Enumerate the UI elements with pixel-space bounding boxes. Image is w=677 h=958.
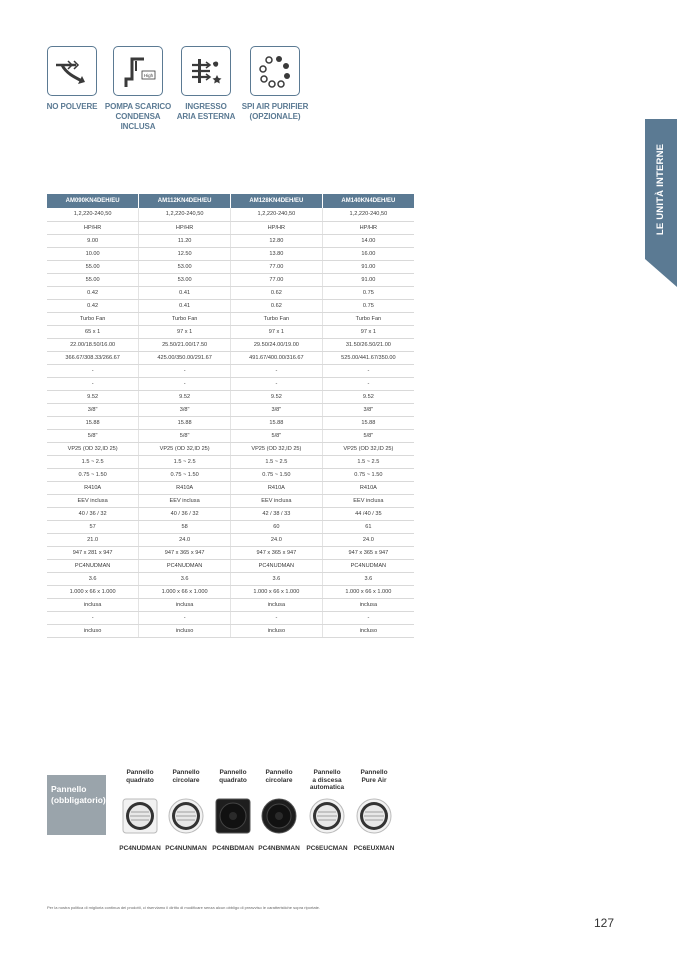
column-header: AM140KN4DEH/EU bbox=[322, 194, 414, 208]
table-cell: 77.00 bbox=[231, 273, 323, 286]
feature-label: SPI AIR PURIFIER (OPZIONALE) bbox=[241, 102, 309, 121]
table-row bbox=[47, 338, 414, 351]
table-cell: 0.62 bbox=[231, 286, 323, 299]
table-cell: 77.00 bbox=[231, 260, 323, 273]
table-cell: VP25 (OD 32,ID 25) bbox=[231, 442, 323, 455]
table-cell: 947 x 281 x 947 bbox=[47, 546, 139, 559]
table-cell: 491.67/400.00/316.67 bbox=[231, 351, 323, 364]
panel-header bbox=[210, 769, 256, 793]
table-cell: HP/HR bbox=[231, 221, 323, 234]
table-cell: 44 /40 / 35 bbox=[322, 507, 414, 520]
table-cell: 3.6 bbox=[231, 572, 323, 585]
table-cell: 97 x 1 bbox=[139, 325, 231, 338]
table-cell: 947 x 365 x 947 bbox=[231, 546, 323, 559]
table-row bbox=[47, 559, 414, 572]
table-cell: 1.5 ~ 2.5 bbox=[322, 455, 414, 468]
table-cell: 947 x 365 x 947 bbox=[322, 546, 414, 559]
table-cell: 9.52 bbox=[322, 390, 414, 403]
table-cell: EEV inclusa bbox=[47, 494, 139, 507]
table-cell: inclusa bbox=[322, 598, 414, 611]
table-cell: Turbo Fan bbox=[139, 312, 231, 325]
table-cell: 15.88 bbox=[231, 416, 323, 429]
table-cell: 5/8" bbox=[139, 429, 231, 442]
table-cell: VP25 (OD 32,ID 25) bbox=[47, 442, 139, 455]
table-cell: 3/8" bbox=[139, 403, 231, 416]
panel-square-white-image bbox=[121, 797, 158, 834]
table-cell: 0.41 bbox=[139, 286, 231, 299]
table-cell: 29.50/24.00/19.00 bbox=[231, 338, 323, 351]
table-cell: 1,2,220-240,50 bbox=[231, 208, 323, 221]
table-cell: 53.00 bbox=[139, 260, 231, 273]
table-cell: inclusa bbox=[47, 598, 139, 611]
table-cell: - bbox=[139, 364, 231, 377]
table-row bbox=[47, 325, 414, 338]
table-cell: 9.52 bbox=[139, 390, 231, 403]
side-tab-label: LE UNITÀ INTERNE bbox=[655, 143, 667, 235]
table-body bbox=[47, 208, 414, 637]
table-cell: incluso bbox=[47, 624, 139, 637]
panel-code: PC4NBNMAN bbox=[258, 845, 300, 852]
table-cell: incluso bbox=[231, 624, 323, 637]
table-cell: - bbox=[47, 611, 139, 624]
table-cell: 57 bbox=[47, 520, 139, 533]
table-cell: - bbox=[322, 377, 414, 390]
column-header: AM128KN4DEH/EU bbox=[231, 194, 323, 208]
side-tab-tip bbox=[645, 259, 677, 287]
table-row bbox=[47, 585, 414, 598]
table-cell: 1.000 x 66 x 1.000 bbox=[47, 585, 139, 598]
table-cell: 40 / 36 / 32 bbox=[47, 507, 139, 520]
table-cell: 1.5 ~ 2.5 bbox=[47, 455, 139, 468]
table-cell: - bbox=[322, 611, 414, 624]
table-cell: 947 x 365 x 947 bbox=[139, 546, 231, 559]
table-row bbox=[47, 481, 414, 494]
feature-label: NO POLVERE bbox=[46, 102, 98, 111]
feature-no-dust bbox=[37, 46, 107, 112]
table-cell: - bbox=[139, 611, 231, 624]
feature-label: POMPA SCARICO CONDENSA INCLUSA bbox=[104, 102, 172, 131]
table-cell: 9.52 bbox=[47, 390, 139, 403]
table-row bbox=[47, 429, 414, 442]
panel-auto-lift-image bbox=[308, 797, 345, 834]
table-row bbox=[47, 390, 414, 403]
table-cell: 13.80 bbox=[231, 247, 323, 260]
table-cell: 425.00/350.00/291.67 bbox=[139, 351, 231, 364]
table-cell: PC4NUDMAN bbox=[139, 559, 231, 572]
feature-icons bbox=[47, 46, 317, 136]
table-cell: PC4NUDMAN bbox=[47, 559, 139, 572]
table-cell: 3.6 bbox=[322, 572, 414, 585]
table-cell: R410A bbox=[47, 481, 139, 494]
table-cell: 3/8" bbox=[322, 403, 414, 416]
page-number: 127 bbox=[594, 916, 615, 930]
table-cell: 366.67/308.33/266.67 bbox=[47, 351, 139, 364]
table-cell: R410A bbox=[139, 481, 231, 494]
table-row bbox=[47, 533, 414, 546]
table-cell: 12.50 bbox=[139, 247, 231, 260]
table-row bbox=[47, 234, 414, 247]
panel-header bbox=[304, 769, 350, 793]
table-cell: 1.000 x 66 x 1.000 bbox=[139, 585, 231, 598]
table-cell: 1.000 x 66 x 1.000 bbox=[231, 585, 323, 598]
no-dust-icon bbox=[47, 46, 97, 96]
table-cell: 0.75 ~ 1.50 bbox=[231, 468, 323, 481]
table-row bbox=[47, 247, 414, 260]
panel-code: PC4NUDMAN bbox=[119, 845, 161, 852]
table-row bbox=[47, 286, 414, 299]
panel-name: Pannello quadrato bbox=[219, 769, 247, 784]
feature-spi-purifier bbox=[240, 46, 310, 122]
table-row bbox=[47, 455, 414, 468]
table-cell: 15.88 bbox=[322, 416, 414, 429]
table-cell: 9.00 bbox=[47, 234, 139, 247]
table-row bbox=[47, 273, 414, 286]
table-cell: 53.00 bbox=[139, 273, 231, 286]
table-cell: - bbox=[47, 364, 139, 377]
panel-name: Pannello quadrato bbox=[126, 769, 154, 784]
table-cell: 14.00 bbox=[322, 234, 414, 247]
table-cell: 16.00 bbox=[322, 247, 414, 260]
table-cell: 1,2,220-240,50 bbox=[322, 208, 414, 221]
table-cell: incluso bbox=[322, 624, 414, 637]
table-cell: 5/8" bbox=[231, 429, 323, 442]
panel-required-label: Pannello (obbligatorio) bbox=[47, 775, 106, 835]
table-cell: PC4NUDMAN bbox=[322, 559, 414, 572]
table-cell: 12.80 bbox=[231, 234, 323, 247]
table-cell: 1.000 x 66 x 1.000 bbox=[322, 585, 414, 598]
table-cell: inclusa bbox=[231, 598, 323, 611]
panel-round-black-image bbox=[260, 797, 297, 834]
table-cell: 60 bbox=[231, 520, 323, 533]
table-cell: 97 x 1 bbox=[322, 325, 414, 338]
panel-name: Pannello circolare bbox=[172, 769, 200, 784]
table-cell: - bbox=[139, 377, 231, 390]
table-cell: - bbox=[322, 364, 414, 377]
table-header-row bbox=[47, 194, 414, 208]
table-cell: Turbo Fan bbox=[47, 312, 139, 325]
table-cell: 31.50/26.50/21.00 bbox=[322, 338, 414, 351]
table-cell: 1,2,220-240,50 bbox=[47, 208, 139, 221]
table-row bbox=[47, 546, 414, 559]
table-cell: 5/8" bbox=[47, 429, 139, 442]
table-cell: 61 bbox=[322, 520, 414, 533]
panel-header bbox=[163, 769, 209, 793]
table-cell: - bbox=[231, 611, 323, 624]
table-cell: 0.75 ~ 1.50 bbox=[139, 468, 231, 481]
table-cell: 21.0 bbox=[47, 533, 139, 546]
table-cell: PC4NUDMAN bbox=[231, 559, 323, 572]
table-cell: EEV inclusa bbox=[139, 494, 231, 507]
table-cell: 3/8" bbox=[231, 403, 323, 416]
spec-table bbox=[47, 194, 414, 638]
table-cell: 25.50/21.00/17.50 bbox=[139, 338, 231, 351]
panel-code: PC4NUNMAN bbox=[165, 845, 207, 852]
panel-header bbox=[117, 769, 163, 793]
panel-round-white-image bbox=[167, 797, 204, 834]
table-cell: 0.75 ~ 1.50 bbox=[322, 468, 414, 481]
table-cell: inclusa bbox=[139, 598, 231, 611]
panel-code: PC6EUXMAN bbox=[353, 845, 395, 852]
panel-name: Pannello a discesa automatica bbox=[309, 769, 345, 791]
table-cell: 1.5 ~ 2.5 bbox=[231, 455, 323, 468]
table-cell: 40 / 36 / 32 bbox=[139, 507, 231, 520]
table-cell: 91.00 bbox=[322, 273, 414, 286]
table-row bbox=[47, 572, 414, 585]
table-cell: 58 bbox=[139, 520, 231, 533]
table-row bbox=[47, 468, 414, 481]
table-cell: HP/HR bbox=[47, 221, 139, 234]
table-row bbox=[47, 260, 414, 273]
table-cell: 91.00 bbox=[322, 260, 414, 273]
table-cell: VP25 (OD 32,ID 25) bbox=[322, 442, 414, 455]
table-cell: 24.0 bbox=[139, 533, 231, 546]
panel-name: Pannello Pure Air bbox=[360, 769, 388, 784]
footnote: Per la nostra politica di miglioria continua dei prodotti, ci riserviamo il diritto di modificare senza alcun obbligo di preavviso le caratteristiche sopra riportate. bbox=[47, 905, 321, 910]
table-row bbox=[47, 403, 414, 416]
table-row bbox=[47, 611, 414, 624]
table-cell: 3.6 bbox=[47, 572, 139, 585]
table-cell: Turbo Fan bbox=[231, 312, 323, 325]
table-cell: R410A bbox=[231, 481, 323, 494]
table-row bbox=[47, 598, 414, 611]
table-cell: 0.75 bbox=[322, 286, 414, 299]
table-cell: 5/8" bbox=[322, 429, 414, 442]
section-side-tab bbox=[645, 119, 677, 259]
table-cell: EEV inclusa bbox=[322, 494, 414, 507]
table-cell: 9.52 bbox=[231, 390, 323, 403]
table-cell: 42 / 38 / 33 bbox=[231, 507, 323, 520]
table-cell: - bbox=[231, 364, 323, 377]
table-row bbox=[47, 351, 414, 364]
panel-header bbox=[351, 769, 397, 793]
panel-code: PC4NBDMAN bbox=[212, 845, 254, 852]
table-cell: 15.88 bbox=[139, 416, 231, 429]
table-row bbox=[47, 299, 414, 312]
table-cell: 15.88 bbox=[47, 416, 139, 429]
table-cell: 0.42 bbox=[47, 299, 139, 312]
feature-label: INGRESSO ARIA ESTERNA bbox=[176, 102, 236, 121]
table-cell: 0.62 bbox=[231, 299, 323, 312]
table-row bbox=[47, 494, 414, 507]
table-cell: VP25 (OD 32,ID 25) bbox=[139, 442, 231, 455]
table-row bbox=[47, 520, 414, 533]
table-row bbox=[47, 208, 414, 221]
panel-header bbox=[256, 769, 302, 793]
table-cell: 0.41 bbox=[139, 299, 231, 312]
table-cell: 55.00 bbox=[47, 260, 139, 273]
table-cell: 97 x 1 bbox=[231, 325, 323, 338]
table-cell: 11.20 bbox=[139, 234, 231, 247]
table-cell: - bbox=[231, 377, 323, 390]
table-cell: 22.00/18.50/16.00 bbox=[47, 338, 139, 351]
panel-name: Pannello circolare bbox=[265, 769, 293, 784]
feature-fresh-air bbox=[171, 46, 241, 122]
table-cell: 3/8" bbox=[47, 403, 139, 416]
panel-pure-air-image bbox=[355, 797, 392, 834]
panel-code: PC6EUCMAN bbox=[306, 845, 348, 852]
fresh-air-icon bbox=[181, 46, 231, 96]
table-row bbox=[47, 312, 414, 325]
table-row bbox=[47, 507, 414, 520]
drain-pump-icon bbox=[113, 46, 163, 96]
table-cell: HP/HR bbox=[139, 221, 231, 234]
table-row bbox=[47, 442, 414, 455]
column-header: AM112KN4DEH/EU bbox=[139, 194, 231, 208]
table-cell: - bbox=[47, 377, 139, 390]
table-cell: incluso bbox=[139, 624, 231, 637]
table-cell: 525.00/441.67/350.00 bbox=[322, 351, 414, 364]
feature-drain-pump bbox=[103, 46, 173, 132]
table-row bbox=[47, 364, 414, 377]
table-row bbox=[47, 624, 414, 637]
table-cell: 0.42 bbox=[47, 286, 139, 299]
table-cell: Turbo Fan bbox=[322, 312, 414, 325]
table-cell: 24.0 bbox=[322, 533, 414, 546]
table-cell: 1.5 ~ 2.5 bbox=[139, 455, 231, 468]
table-cell: 3.6 bbox=[139, 572, 231, 585]
table-cell: R410A bbox=[322, 481, 414, 494]
column-header: AM090KN4DEH/EU bbox=[47, 194, 139, 208]
table-cell: 24.0 bbox=[231, 533, 323, 546]
table-row bbox=[47, 416, 414, 429]
table-cell: 10.00 bbox=[47, 247, 139, 260]
table-cell: 65 x 1 bbox=[47, 325, 139, 338]
table-cell: EEV inclusa bbox=[231, 494, 323, 507]
table-cell: 0.75 ~ 1.50 bbox=[47, 468, 139, 481]
panel-square-black-image bbox=[214, 797, 251, 834]
table-row bbox=[47, 221, 414, 234]
table-cell: 0.75 bbox=[322, 299, 414, 312]
table-cell: 55.00 bbox=[47, 273, 139, 286]
table-row bbox=[47, 377, 414, 390]
table-cell: HP/HR bbox=[322, 221, 414, 234]
drain-badge-text: High bbox=[143, 73, 154, 78]
spi-air-purifier-icon bbox=[250, 46, 300, 96]
table-cell: 1,2,220-240,50 bbox=[139, 208, 231, 221]
